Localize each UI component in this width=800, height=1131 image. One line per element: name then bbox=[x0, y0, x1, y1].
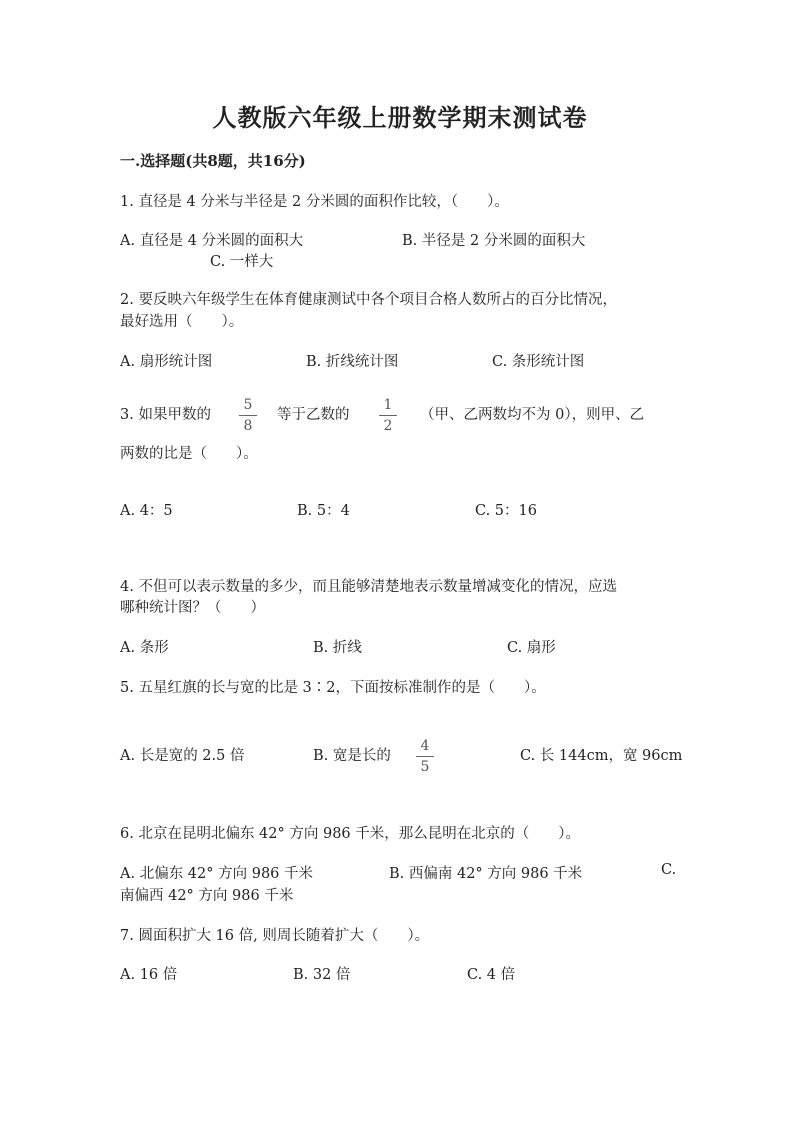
q3-option-b: B. 5：4 bbox=[297, 503, 350, 519]
q4-option-a: A. 条形 bbox=[120, 640, 169, 656]
question-3-line-2: 两数的比是（ ）。 bbox=[120, 446, 258, 462]
q2-option-b: B. 折线统计图 bbox=[306, 354, 399, 370]
fraction-bar bbox=[416, 756, 434, 757]
q6-option-c: 南偏西 42° 方向 986 千米 bbox=[120, 888, 294, 904]
q3-fraction-1-numerator: 5 bbox=[243, 397, 253, 413]
question-1: 1. 直径是 4 分米与半径是 2 分米圆的面积作比较，（ ）。 bbox=[120, 194, 509, 210]
q3-fraction-2-denominator: 2 bbox=[383, 418, 393, 434]
question-5: 5. 五星红旗的长与宽的比是 3∶2，下面按标准制作的是（ ）。 bbox=[120, 680, 546, 696]
q2-option-a: A. 扇形统计图 bbox=[120, 354, 213, 370]
q3-fraction-2-numerator: 1 bbox=[383, 397, 393, 413]
question-3-part-3: （甲、乙两数均不为 0），则甲、乙 bbox=[420, 407, 645, 423]
question-7: 7. 圆面积扩大 16 倍, 则周长随着扩大（ ）。 bbox=[120, 928, 430, 944]
q2-option-c: C. 条形统计图 bbox=[492, 354, 585, 370]
q7-option-c: C. 4 倍 bbox=[467, 967, 516, 983]
q5-option-a: A. 长是宽的 2.5 倍 bbox=[120, 748, 245, 764]
q3-fraction-1-denominator: 8 bbox=[243, 418, 253, 434]
question-6: 6. 北京在昆明北偏东 42° 方向 986 千米，那么昆明在北京的（ ）。 bbox=[120, 826, 581, 842]
q4-option-c: C. 扇形 bbox=[507, 640, 556, 656]
q3-option-c: C. 5：16 bbox=[475, 503, 537, 519]
q6-option-a: A. 北偏东 42° 方向 986 千米 bbox=[120, 866, 314, 882]
q3-option-a: A. 4：5 bbox=[120, 503, 173, 519]
q1-option-c: C. 一样大 bbox=[210, 254, 274, 270]
q5-fraction-denominator: 5 bbox=[420, 759, 430, 775]
q7-option-a: A. 16 倍 bbox=[120, 967, 178, 983]
question-3-part-2: 等于乙数的 bbox=[277, 407, 350, 423]
q1-option-b: B. 半径是 2 分米圆的面积大 bbox=[402, 233, 586, 249]
q6-option-b: B. 西偏南 42° 方向 986 千米 bbox=[389, 866, 583, 882]
question-2-line-2: 最好选用（ ）。 bbox=[120, 314, 244, 330]
q6-option-c-label: C. bbox=[661, 862, 677, 878]
question-4-line-2: 哪种统计图？（ ） bbox=[120, 600, 265, 616]
question-4-line-1: 4. 不但可以表示数量的多少，而且能够清楚地表示数量增减变化的情况，应选 bbox=[120, 579, 617, 595]
question-2-line-1: 2. 要反映六年级学生在体育健康测试中各个项目合格人数所占的百分比情况， bbox=[120, 292, 617, 308]
q5-fraction bbox=[416, 738, 434, 775]
q1-option-a: A. 直径是 4 分米圆的面积大 bbox=[120, 233, 304, 249]
q3-fraction-2 bbox=[379, 397, 397, 434]
q3-fraction-1 bbox=[239, 397, 257, 434]
q5-option-b: B. 宽是长的 bbox=[313, 748, 391, 764]
fraction-bar bbox=[379, 415, 397, 416]
fraction-bar bbox=[239, 415, 257, 416]
q5-fraction-numerator: 4 bbox=[420, 738, 430, 754]
section-heading: 一.选择题(共8题，共16分) bbox=[120, 152, 306, 170]
q5-option-c: C. 长 144cm，宽 96cm bbox=[520, 748, 683, 764]
page-title: 人教版六年级上册数学期末测试卷 bbox=[212, 103, 588, 132]
q4-option-b: B. 折线 bbox=[313, 640, 362, 656]
question-3-part-1: 3. 如果甲数的 bbox=[120, 407, 211, 423]
q7-option-b: B. 32 倍 bbox=[293, 967, 351, 983]
